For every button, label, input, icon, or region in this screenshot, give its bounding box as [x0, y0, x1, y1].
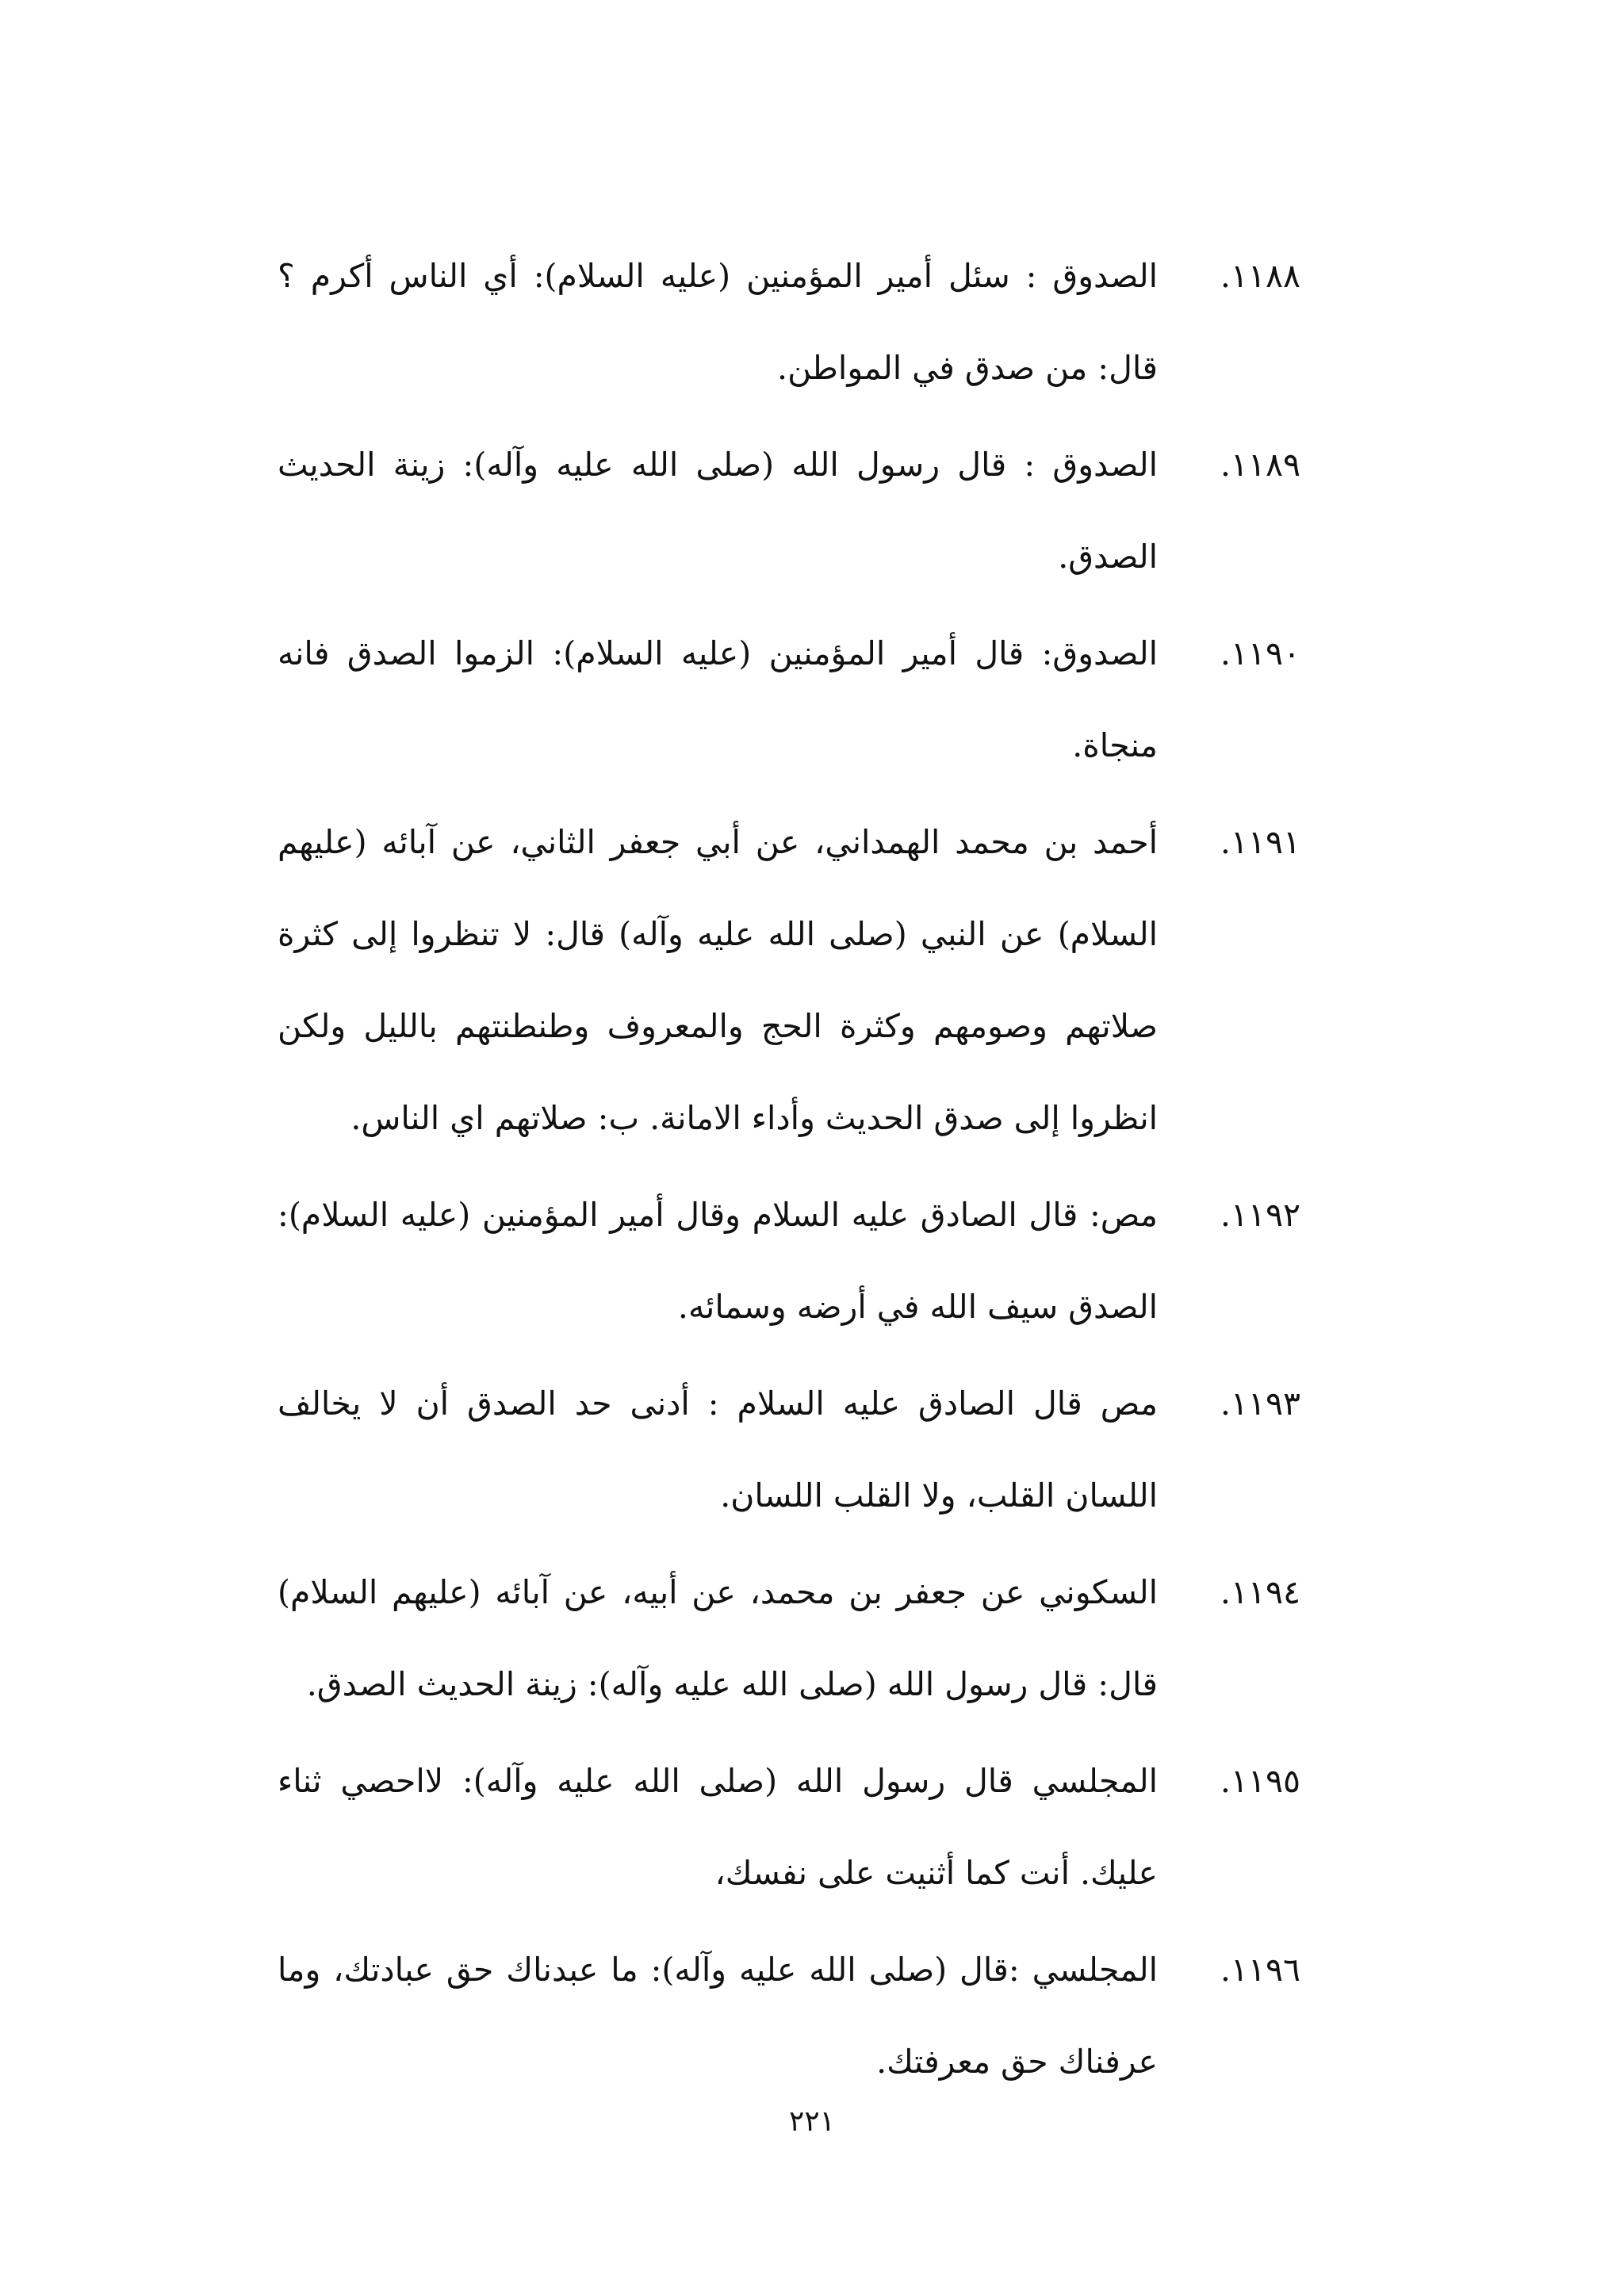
entry-number: ١١٩٣. — [1220, 1384, 1300, 1423]
entry-number: ١١٩٦. — [1220, 1951, 1300, 1989]
hadith-entry-1193 — [278, 1358, 1300, 1541]
hadith-entry-1196 — [278, 1924, 1300, 2108]
entry-text: السكوني عن جعفر بن محمد، عن أبيه، عن آبائه (عليهم السلام) قال: قال رسول الله (صلى الله عليه وآله): زينة الحديث الصدق. — [278, 1573, 1158, 1703]
hadith-entry-1195 — [278, 1735, 1300, 1919]
entry-text: المجلسي قال رسول الله (صلى الله عليه وآله): لااحصي ثناء عليك. أنت كما أثنيت على نفسك، — [278, 1762, 1158, 1892]
hadith-entry-1192 — [278, 1169, 1300, 1353]
entry-text: أحمد بن محمد الهمداني، عن أبي جعفر الثاني، عن آبائه (عليهم السلام) عن النبي (صلى الله عليه وآله) قال: لا تنظروا إلى كثرة صلاتهم وصومهم وكثرة الحج والمعروف وطنطنتهم بالليل ولكن انظروا إلى صدق الحديث وأداء الامانة. ب: صلاتهم اي الناس. — [278, 823, 1158, 1137]
hadith-entry-1189 — [278, 419, 1300, 603]
entry-number: ١١٩٥. — [1220, 1762, 1300, 1800]
entry-text: الصدوق: قال أمير المؤمنين (عليه السلام): الزموا الصدق فانه منجاة. — [278, 634, 1158, 764]
entry-text: مص قال الصادق عليه السلام : أدنى حد الصدق أن لا يخالف اللسان القلب، ولا القلب اللسان. — [278, 1384, 1158, 1515]
entry-number: ١١٩١. — [1220, 823, 1300, 861]
entry-number: ١١٩٤. — [1220, 1573, 1300, 1611]
entry-number: ١١٩٠. — [1220, 634, 1300, 672]
hadith-entry-1188 — [278, 230, 1300, 414]
entry-text: الصدوق : قال رسول الله (صلى الله عليه وآله): زينة الحديث الصدق. — [278, 446, 1158, 576]
hadith-entry-1191 — [278, 796, 1300, 1164]
hadith-entry-1190 — [278, 607, 1300, 791]
entry-text: الصدوق : سئل أمير المؤمنين (عليه السلام): أي الناس أكرم ؟ قال: من صدق في المواطن. — [278, 257, 1158, 387]
entry-number: ١١٨٨. — [1220, 257, 1300, 295]
entry-text: المجلسي :قال (صلى الله عليه وآله): ما عبدناك حق عبادتك، وما عرفناك حق معرفتك. — [278, 1951, 1158, 2081]
entry-number: ١١٩٢. — [1220, 1196, 1300, 1234]
entry-number: ١١٨٩. — [1220, 446, 1300, 484]
page-number: ٢٢١ — [788, 2105, 835, 2138]
page-body — [278, 230, 1300, 2112]
entry-text: مص: قال الصادق عليه السلام وقال أمير المؤمنين (عليه السلام): الصدق سيف الله في أرضه وسمائه. — [278, 1196, 1158, 1326]
hadith-entry-1194 — [278, 1546, 1300, 1730]
